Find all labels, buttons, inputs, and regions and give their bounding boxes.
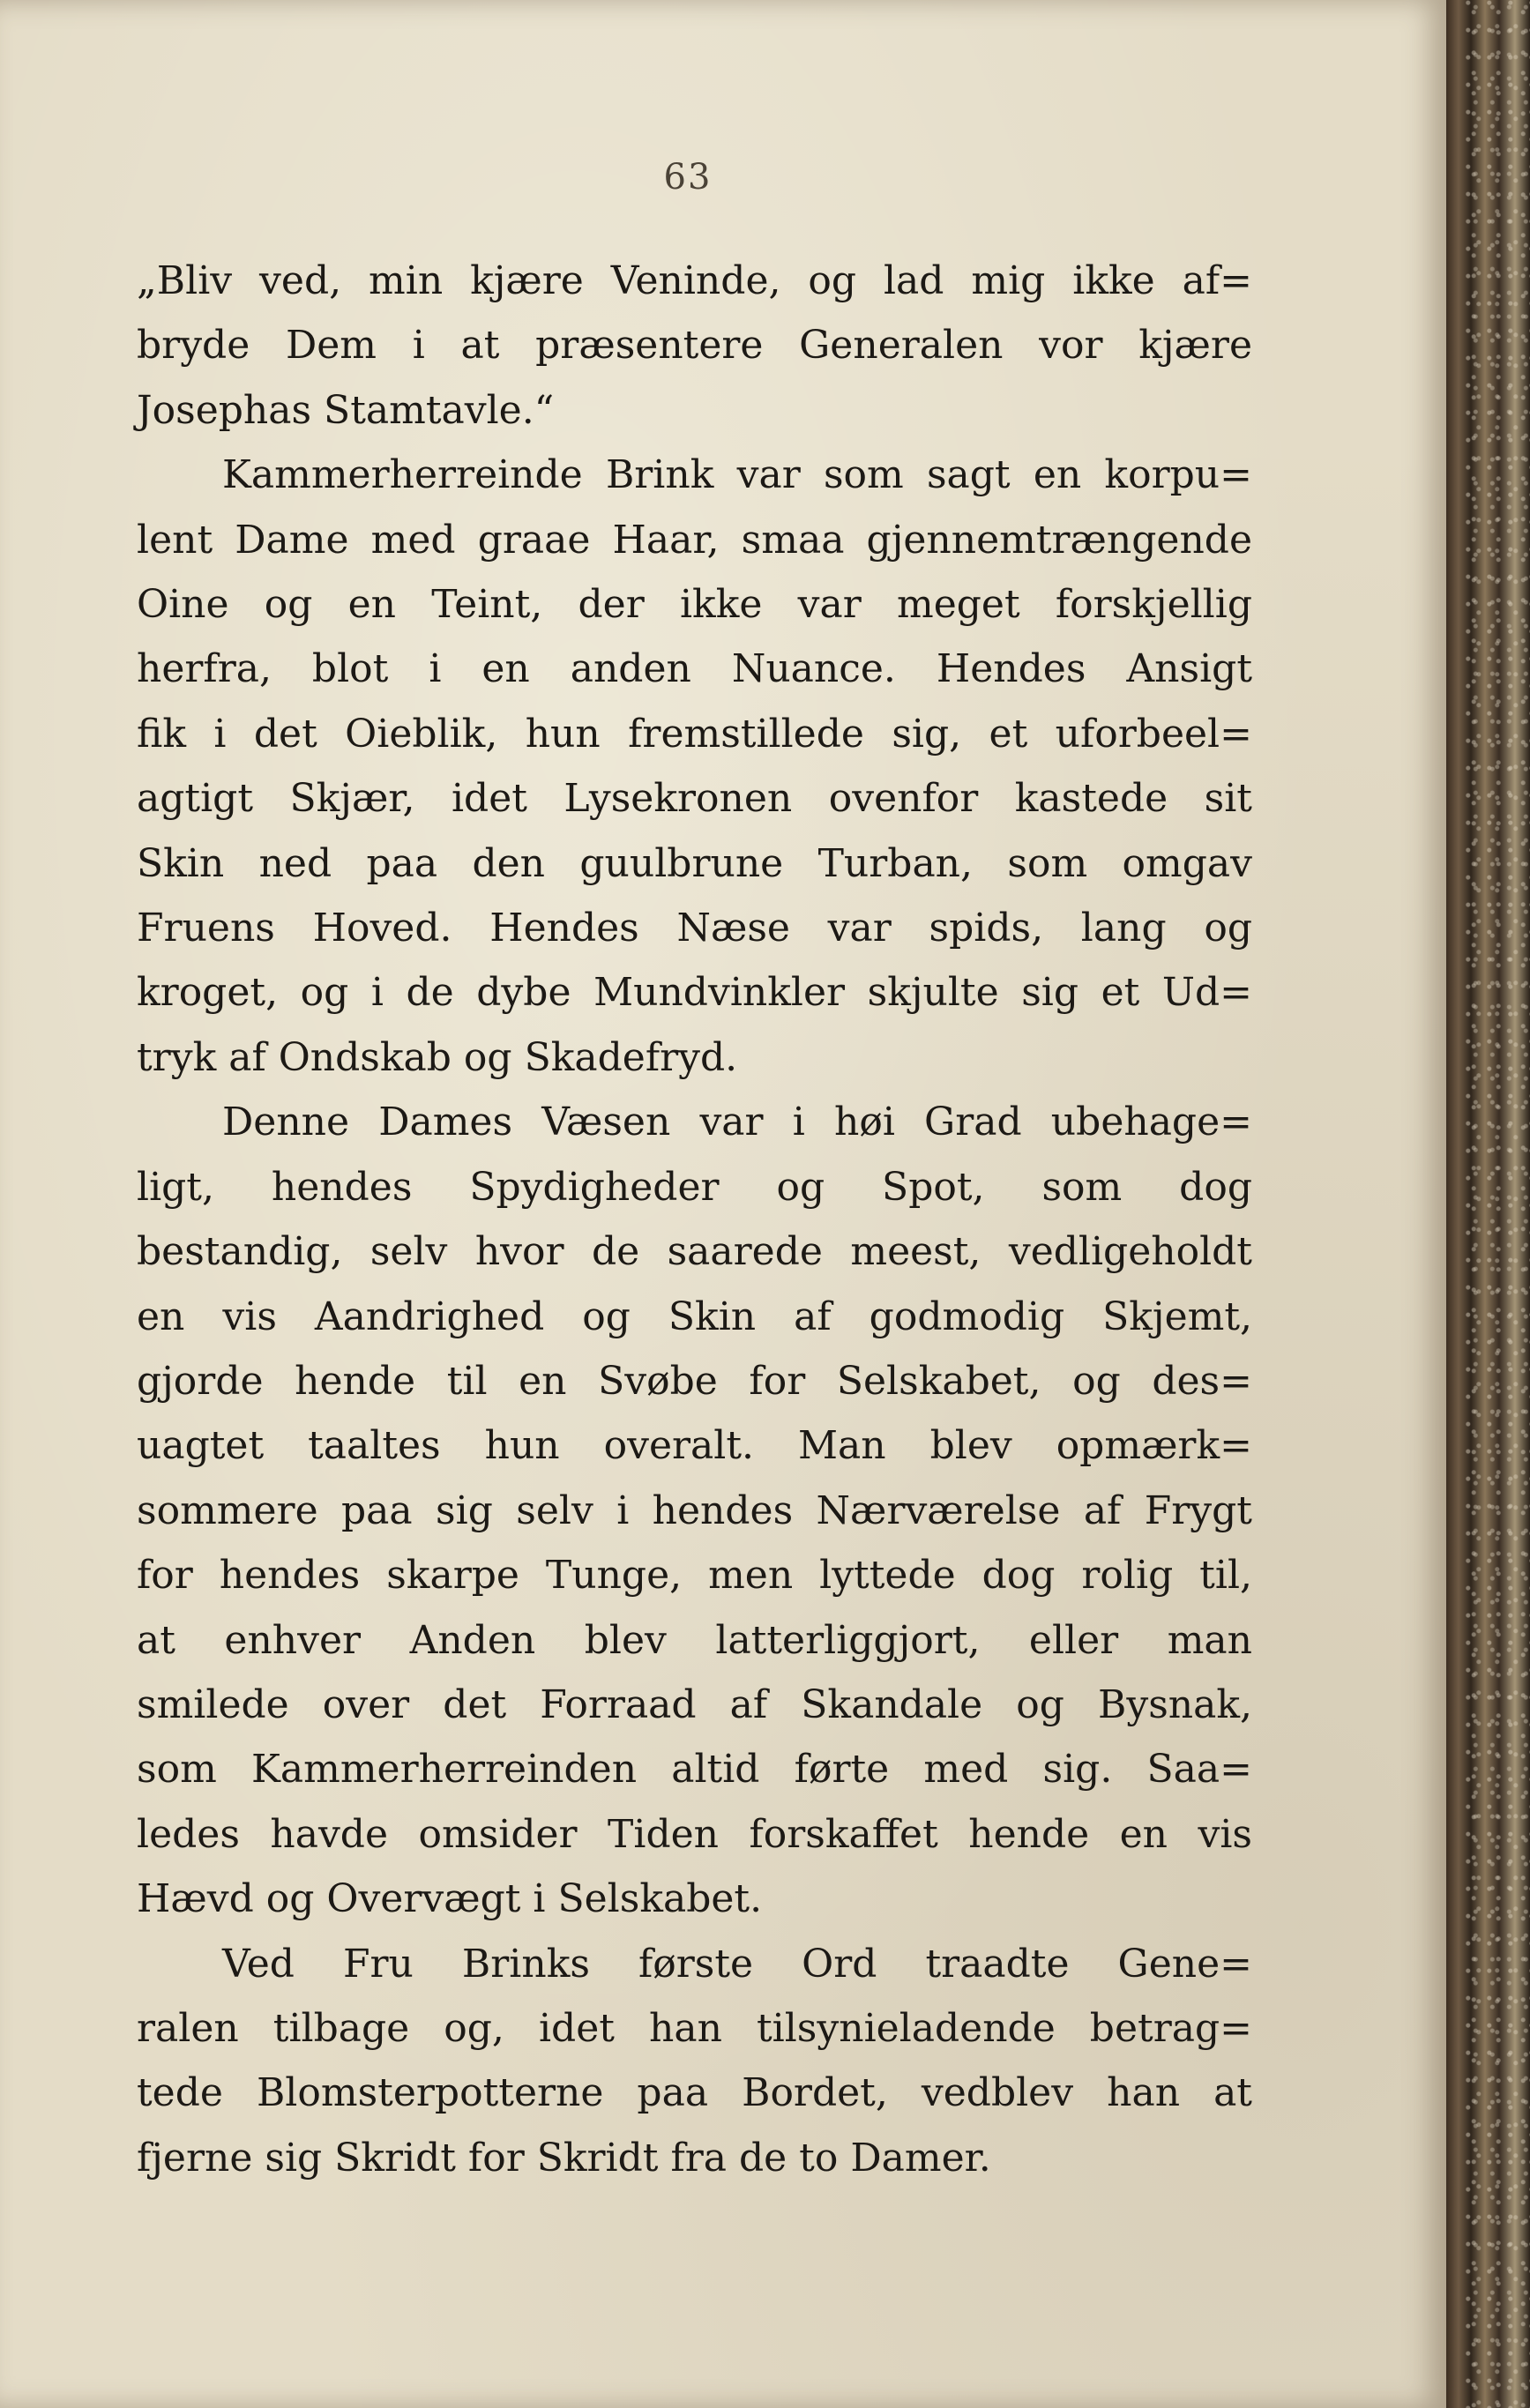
- text-line-16: bestandig, selv hvor de saarede meest, vedligeholdt: [137, 1229, 1252, 1275]
- text-line-5: lent Dame med graae Haar, smaa gjennemtrængende: [137, 517, 1252, 563]
- text-line-21: for hendes skarpe Tunge, men lyttede dog rolig til,: [137, 1553, 1252, 1599]
- text-line-28: ralen tilbage og, idet han tilsynieladende betrag=: [137, 2005, 1252, 2051]
- text-line-24: som Kammerherreinden altid førte med sig. Saa=: [137, 1747, 1252, 1793]
- text-line-15: ligt, hendes Spydigheder og Spot, som dog: [137, 1164, 1252, 1210]
- text-line-6: Oine og en Teint, der ikke var meget forskjellig: [137, 582, 1252, 628]
- page-edge-texture: [1464, 0, 1530, 2408]
- text-line-2: bryde Dem i at præsentere Generalen vor kjære: [137, 323, 1252, 369]
- text-line-22: at enhver Anden blev latterliggjort, eller man: [137, 1617, 1252, 1663]
- text-line-10: Skin ned paa den guulbrune Turban, som omgav: [137, 840, 1252, 886]
- text-line-29: tede Blomsterpotterne paa Bordet, vedblev han at: [137, 2070, 1252, 2116]
- text-line-18: gjorde hende til en Svøbe for Selskabet, og des=: [137, 1358, 1252, 1404]
- text-line-23: smilede over det Forraad af Skandale og Bysnak,: [137, 1681, 1252, 1727]
- text-line-30: fjerne sig Skridt for Skridt fra de to Damer.: [137, 2135, 991, 2181]
- text-line-4: Kammerherreinde Brink var som sagt en korpu=: [222, 452, 1252, 498]
- text-line-12: kroget, og i de dybe Mundvinkler skjulte sig et Ud=: [137, 970, 1252, 1016]
- text-line-19: uagtet taaltes hun overalt. Man blev opmærk=: [137, 1423, 1252, 1469]
- text-line-27: Ved Fru Brinks første Ord traadte Gene=: [222, 1941, 1252, 1987]
- body-text: [137, 249, 1252, 2190]
- text-line-26: Hævd og Overvægt i Selskabet.: [137, 1876, 763, 1922]
- text-line-13: tryk af Ondskab og Skadefryd.: [137, 1034, 738, 1080]
- text-line-1: „Bliv ved, min kjære Veninde, og lad mig ikke af=: [137, 258, 1252, 303]
- text-line-20: sommere paa sig selv i hendes Nærværelse af Frygt: [137, 1487, 1252, 1533]
- text-line-9: agtigt Skjær, idet Lysekronen ovenfor kastede sit: [137, 776, 1252, 822]
- text-line-14: Denne Dames Væsen var i høi Grad ubehage=: [222, 1100, 1252, 1145]
- text-line-17: en vis Aandrighed og Skin af godmodig Skjemt,: [137, 1293, 1252, 1339]
- page-number: 63: [663, 157, 713, 198]
- text-line-25: ledes havde omsider Tiden forskaffet hende en vis: [137, 1811, 1252, 1857]
- text-line-3: Josephas Stamtavle.“: [137, 387, 555, 433]
- text-line-8: fik i det Oieblik, hun fremstillede sig, et uforbeel=: [137, 711, 1252, 757]
- text-line-7: herfra, blot i en anden Nuance. Hendes Ansigt: [137, 646, 1252, 692]
- text-line-11: Fruens Hoved. Hendes Næse var spids, lang og: [137, 906, 1252, 951]
